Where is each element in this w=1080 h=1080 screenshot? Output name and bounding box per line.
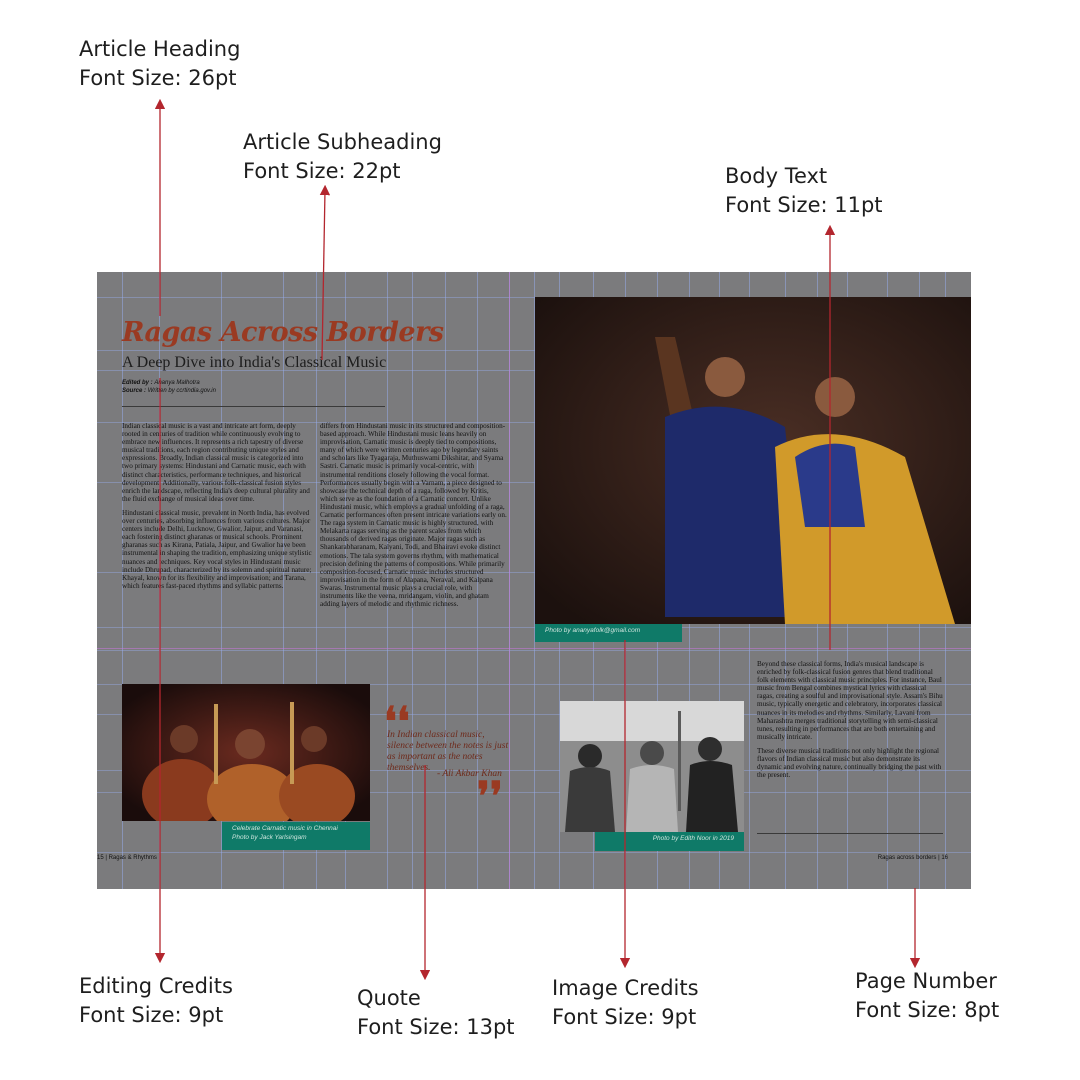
source-label: Source : xyxy=(122,388,148,394)
body-paragraph: These diverse musical traditions not only highlight the regional flavors of Indian classical music but also demonstrate its dynamic and evolving nature, continually bridging the past with the present. xyxy=(757,746,942,780)
annotation-quote xyxy=(357,984,515,1042)
pull-quote: In Indian classical music, silence between the notes is just as important as the notes themselves. xyxy=(387,730,509,773)
annotation-size: Font Size: 8pt xyxy=(855,998,1000,1022)
annotation-editing-credits xyxy=(79,972,233,1030)
annotation-size: Font Size: 26pt xyxy=(79,66,237,90)
annotation-image-credits xyxy=(552,974,699,1032)
body-column-1 xyxy=(122,422,315,647)
annotation-page-number xyxy=(855,967,999,1025)
annotation-body-text xyxy=(725,162,883,220)
page-number-left: 15 | Ragas & Rhythms xyxy=(97,855,157,861)
end-rule xyxy=(757,833,943,834)
body-paragraph: differs from Hindustani music in its structured and composition-based approach. While Hindustani music leans heavily on improvisation, Carnatic music is deeply tied to compositions, many of which were written centuries ago by legendary saints and scholars like Tyagaraja, Muthuswami Dikshitar, and Syama Sastri. Carnatic music is primarily vocal-centric, with instrumental renditions closely following the vocal format. Performances usually begin with a Varnam, a piece designed to showcase the technical depth of a raga, followed by Kritis, which serve as the foundation of a Carnatic concert. Unlike Hindustani music, which employs a gradual unfolding of a raga, Carnatic performances often present intricate variations early on. The raga system in Carnatic music is highly structured, with Melakarta ragas serving as the parent scales from which thousands of derived ragas originate. Major ragas such as Shankarabharanam, Kalyani, Todi, and Bhairavi evoke distinct emotions. The tala system governs rhythm, with mathematical precision defining the patterns of compositions. While primarily composition-focused, Carnatic music includes structured improvisation in the form of Alapana, Neraval, and Kalpana Swaras. Instrumental music plays a crucial role, with instruments like the veena, mridangam, violin, and ghatam adding layers of melodic and rhythmic richness. xyxy=(320,422,507,609)
annotation-title: Image Credits xyxy=(552,976,699,1000)
image-credit-musicians xyxy=(535,624,682,642)
quote-author: - Ali Akbar Khan xyxy=(437,769,502,779)
concert-photo-art xyxy=(122,684,370,821)
page-number-right: Ragas across borders | 16 xyxy=(877,855,948,861)
annotation-title: Page Number xyxy=(855,969,997,993)
body-column-3 xyxy=(757,660,943,810)
annotation-title: Editing Credits xyxy=(79,974,233,998)
magazine-spread xyxy=(97,272,971,889)
annotation-title: Quote xyxy=(357,986,421,1010)
annotation-title: Body Text xyxy=(725,164,828,188)
article-subheading: A Deep Dive into India's Classical Music xyxy=(122,354,387,371)
annotation-size: Font Size: 22pt xyxy=(243,159,401,183)
caption-line: Photo by ananyafolk@gmail.com xyxy=(545,627,641,634)
annotation-title: Article Heading xyxy=(79,37,241,61)
annotation-title: Article Subheading xyxy=(243,130,442,154)
annotation-size: Font Size: 13pt xyxy=(357,1015,515,1039)
ensemble-photo-art xyxy=(560,701,744,832)
editing-credits xyxy=(122,379,216,395)
annotation-size: Font Size: 9pt xyxy=(552,1005,697,1029)
ensemble-photo xyxy=(560,701,744,832)
caption-line: Photo by Edith Noor in 2019 xyxy=(652,835,734,842)
caption-line: Photo by Jack Yarlsingam xyxy=(232,834,307,841)
edited-label: Edited by : xyxy=(122,380,155,386)
image-credit-concert xyxy=(222,822,370,850)
annotation-article-subheading xyxy=(243,128,442,186)
musicians-photo-art xyxy=(535,297,971,624)
concert-photo xyxy=(122,684,370,821)
caption-line: Celebrate Carnatic music in Chennai xyxy=(232,825,338,832)
annotation-size: Font Size: 11pt xyxy=(725,193,883,217)
image-credit-ensemble xyxy=(595,832,744,851)
annotation-size: Font Size: 9pt xyxy=(79,1003,224,1027)
body-paragraph: Hindustani classical music, prevalent in North India, has evolved over centuries, absorbing influences from various cultures. Major centers include Delhi, Lucknow, Gwalior, Jaipur, and Varanasi, each fostering distinct gharanas or musical schools. Prominent gharanas such as Kirana, Patiala, Jaipur, and Gwalior have been instrumental in shaping the tradition, emphasizing unique stylistic nuances and techniques. Key vocal styles in Hindustani music include Dhrupad, characterized by its solemn and spiritual nature; Khayal, known for its flexibility and improvisation; and Tarana, which features fast-paced rhythms and syllabic patterns. xyxy=(122,508,312,590)
musicians-photo xyxy=(535,297,971,624)
close-quote-icon: ❜❜ xyxy=(477,773,503,820)
body-paragraph: Indian classical music is a vast and intricate art form, deeply rooted in centuries of tradition while continuously evolving to embrace new influences. It represents a rich tapestry of diverse musical traditions, each region contributing unique styles and expressions. Broadly, Indian classical music is categorized into two primary systems: Hindustani and Carnatic music, each with distinct characteristics, performance techniques, and historical development. Additionally, various folk-classical fusion styles enrich the landscape, reflecting India's deep cultural plurality and the fluid exchange of musical ideas over time. xyxy=(122,422,310,503)
body-paragraph: Beyond these classical forms, India's musical landscape is enriched by folk-classical fusion genres that blend traditional folk elements with classical music principles. For instance, Baul music from Bengal combines mystical lyrics with classical ragas, creating a soulful and improvisational style. Assam's Bihu music, typically energetic and celebratory, incorporates classical nuances in its melodies and rhythms. Similarly, Lavani from Maharashtra merges traditional storytelling with semi-classical tunes, resulting in performances that are both entertaining and musically intricate. xyxy=(757,660,943,741)
open-quote-icon: ❛❛ xyxy=(384,698,410,745)
edited-value: Ananya Malhotra xyxy=(154,380,200,386)
source-value: Written by ccrtindia.gov.in xyxy=(147,388,216,394)
annotation-article-heading xyxy=(79,35,240,93)
heading-rule xyxy=(122,406,385,407)
body-column-2 xyxy=(320,422,507,648)
article-heading: Ragas Across Borders xyxy=(122,317,444,348)
